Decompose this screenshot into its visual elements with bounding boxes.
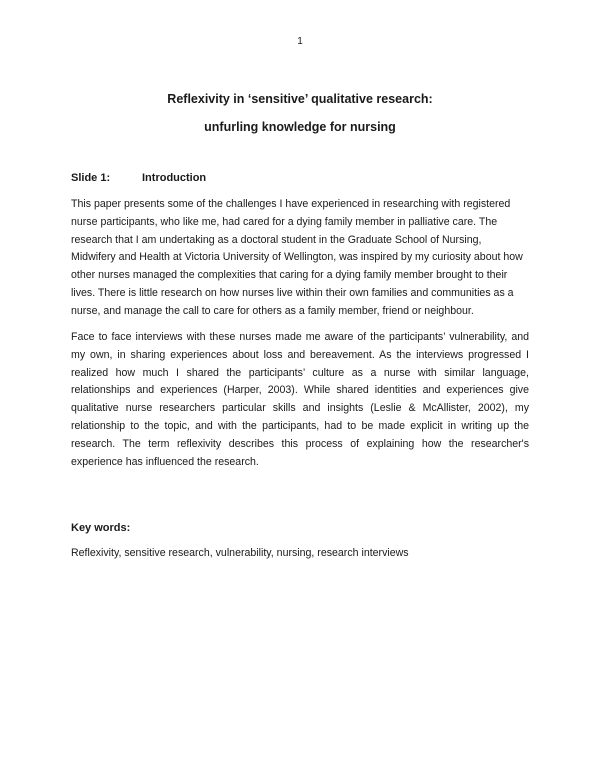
slide-label: Slide 1: [71,172,111,184]
keywords-text: Reflexivity, sensitive research, vulnerability, nursing, research interviews [71,547,409,559]
document-title-line-2: unfurling knowledge for nursing [204,120,396,134]
slide-heading [71,172,206,184]
introduction-paragraph-1: This paper presents some of the challenges I have experienced in researching with registered nurse participants, who like me, had cared for a dying family member in palliative care. The research that I am undertaking as a doctoral student in the Graduate School of Nursing, Midwifery and Health at Victoria University of Wellington, was inspired by my curiosity about how other nurses managed the complexities that caring for a dying family member brought to their lives. There is little research on how nurses live within their own families and communities as a nurse, and manage the call to care for others as a family member, friend or neighbour. [71,198,523,317]
slide-title: Introduction [142,172,207,184]
document-title-line-1: Reflexivity in ‘sensitive’ qualitative research: [167,92,433,106]
introduction-paragraph-2: Face to face interviews with these nurses made me aware of the participants’ vulnerability, and my own, in sharing experiences about loss and bereavement. As the interviews progressed I realized how much I shared the participants’ culture as a nurse with similar language, relationships and experiences (Harper, 2003). While shared identities and experiences give qualitative nurse researchers particular skills and insights (Leslie & McAllister, 2002), my relationship to the topic, and with the participants, had to be made explicit in writing up the research. The term reflexivity describes this process of explaining how the researcher's experience has influenced the research. [71,331,529,468]
keywords-heading: Key words: [71,522,131,534]
page-number: 1 [297,36,303,47]
